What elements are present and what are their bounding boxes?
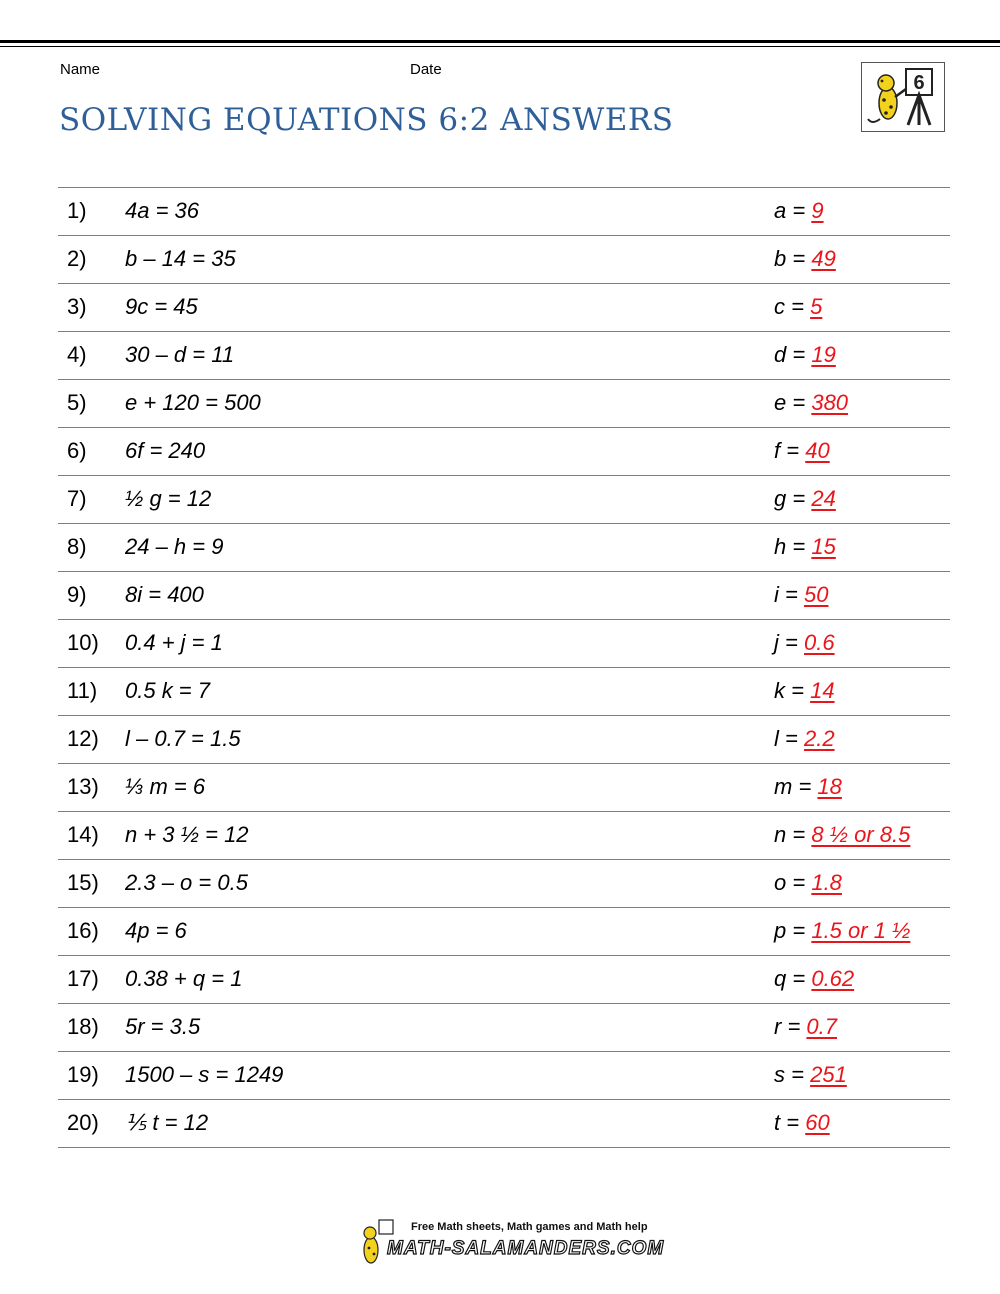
answer-cell [774, 726, 835, 752]
name-label: Name [60, 61, 101, 78]
problem-equation: 0.5 k = 7 [125, 678, 211, 703]
answer-value: 18 [817, 774, 842, 799]
problem-row [58, 763, 950, 811]
answer-cell [774, 870, 842, 896]
problem-row [58, 331, 950, 379]
answer-variable: i = [774, 582, 798, 607]
problem-number: 4) [67, 342, 87, 367]
problem-equation: n + 3 ½ = 12 [125, 822, 249, 847]
problem-number: 2) [67, 246, 87, 271]
answer-cell [774, 342, 836, 368]
answer-value: 24 [811, 486, 836, 511]
answer-variable: b = [774, 246, 806, 271]
answer-variable: t = [774, 1110, 800, 1135]
problem-row [58, 1099, 950, 1148]
answer-value: 251 [810, 1062, 847, 1087]
answer-cell [774, 630, 835, 656]
problem-row [58, 427, 950, 475]
answer-cell [774, 1014, 837, 1040]
answer-value: 0.62 [811, 966, 855, 991]
problem-number: 7) [67, 486, 87, 511]
problem-equation: 2.3 – o = 0.5 [125, 870, 248, 895]
problem-number: 10) [67, 630, 99, 655]
answer-variable: g = [774, 486, 806, 511]
footer-site-name: MATH-SALAMANDERS.COM [387, 1238, 665, 1259]
problem-equation: 24 – h = 9 [125, 534, 224, 559]
answer-value: 40 [805, 438, 830, 463]
answer-cell [774, 486, 836, 512]
answer-cell [774, 678, 835, 704]
answer-variable: c = [774, 294, 804, 319]
footer-tagline: Free Math sheets, Math games and Math help [411, 1221, 648, 1233]
answer-variable: d = [774, 342, 806, 367]
problem-number: 9) [67, 582, 87, 607]
answer-value: 14 [810, 678, 835, 703]
problem-equation: ½ g = 12 [125, 486, 212, 511]
problem-row [58, 667, 950, 715]
answer-variable: p = [774, 918, 806, 943]
problem-number: 5) [67, 390, 87, 415]
problem-number: 18) [67, 1014, 99, 1039]
problem-number: 6) [67, 438, 87, 463]
problem-row [58, 235, 950, 283]
problem-row [58, 811, 950, 859]
problem-number: 1) [67, 198, 87, 223]
problem-equation: 30 – d = 11 [125, 342, 235, 367]
answer-value: 2.2 [803, 726, 835, 751]
answer-cell [774, 198, 824, 224]
problem-row [58, 379, 950, 427]
problem-equation: 4p = 6 [125, 918, 187, 943]
problem-row [58, 523, 950, 571]
problem-equation: ⅕ t = 12 [125, 1110, 209, 1135]
answer-cell [774, 774, 842, 800]
answer-value: 9 [811, 198, 824, 223]
answer-value: 0.6 [803, 630, 835, 655]
answer-variable: m = [774, 774, 812, 799]
answer-variable: a = [774, 198, 806, 223]
answer-variable: h = [774, 534, 806, 559]
problem-row [58, 475, 950, 523]
problem-equation: 6f = 240 [125, 438, 206, 463]
problem-number: 15) [67, 870, 99, 895]
problem-number: 8) [67, 534, 87, 559]
answer-cell [774, 918, 910, 944]
answer-value: 50 [803, 582, 829, 607]
problem-row [58, 955, 950, 1003]
answer-value: 19 [811, 342, 836, 367]
answer-cell [774, 294, 822, 320]
answer-cell [774, 966, 854, 992]
answer-variable: j = [774, 630, 798, 655]
answer-cell [774, 1110, 830, 1136]
problem-equation: ⅓ m = 6 [125, 774, 206, 799]
problem-number: 20) [67, 1110, 99, 1135]
problem-row [58, 1051, 950, 1099]
answer-value: 380 [811, 390, 849, 415]
problem-equation: 5r = 3.5 [125, 1014, 201, 1039]
answer-value: 49 [811, 246, 836, 271]
logo-grade-number: 6 [913, 72, 925, 94]
answer-value: 15 [811, 534, 836, 559]
answer-variable: q = [774, 966, 806, 991]
problem-row [58, 859, 950, 907]
answer-variable: l = [774, 726, 798, 751]
problem-row [58, 283, 950, 331]
top-rule-thick [0, 40, 1000, 43]
answer-cell [774, 822, 910, 848]
answer-value: 1.8 [811, 870, 842, 895]
problem-equation: 4a = 36 [125, 198, 200, 223]
top-rule-thin [0, 46, 1000, 47]
answer-cell [774, 534, 836, 560]
answer-variable: f = [774, 438, 800, 463]
problem-equation: 0.38 + q = 1 [125, 966, 243, 991]
answer-value: 60 [805, 1110, 830, 1135]
problem-number: 14) [67, 822, 99, 847]
answer-cell [774, 438, 830, 464]
answer-variable: n = [774, 822, 806, 847]
problem-equation: e + 120 = 500 [125, 390, 261, 415]
problem-row [58, 907, 950, 955]
problem-number: 16) [67, 918, 99, 943]
answer-variable: k = [774, 678, 804, 703]
salamander-logo [861, 62, 945, 132]
answer-cell [774, 582, 828, 608]
answer-variable: o = [774, 870, 806, 895]
problem-equation: l – 0.7 = 1.5 [125, 726, 241, 751]
worksheet-title: SOLVING EQUATIONS 6:2 ANSWERS [59, 102, 674, 138]
problem-list [58, 187, 950, 1148]
date-label: Date [410, 61, 442, 78]
answer-value: 1.5 or 1 ½ [811, 918, 911, 943]
problem-number: 12) [67, 726, 99, 751]
problem-row [58, 571, 950, 619]
problem-equation: 1500 – s = 1249 [125, 1062, 284, 1087]
answer-cell [774, 246, 836, 272]
problem-row [58, 1003, 950, 1051]
answer-variable: e = [774, 390, 806, 415]
problem-row [58, 187, 950, 235]
answer-value: 8 ½ or 8.5 [811, 822, 911, 847]
footer-logo [355, 1214, 665, 1270]
problem-equation: 8i = 400 [125, 582, 204, 607]
answer-variable: s = [774, 1062, 804, 1087]
problem-number: 13) [67, 774, 99, 799]
problem-number: 3) [67, 294, 87, 319]
answer-cell [774, 1062, 847, 1088]
answer-variable: r = [774, 1014, 801, 1039]
problem-number: 17) [67, 966, 99, 991]
answer-cell [774, 390, 848, 416]
problem-equation: b – 14 = 35 [125, 246, 236, 271]
problem-equation: 0.4 + j = 1 [125, 630, 223, 655]
problem-number: 19) [67, 1062, 99, 1087]
problem-row [58, 715, 950, 763]
answer-value: 5 [810, 294, 823, 319]
answer-value: 0.7 [806, 1014, 838, 1039]
problem-equation: 9c = 45 [125, 294, 198, 319]
problem-number: 11) [67, 678, 98, 703]
problem-row [58, 619, 950, 667]
